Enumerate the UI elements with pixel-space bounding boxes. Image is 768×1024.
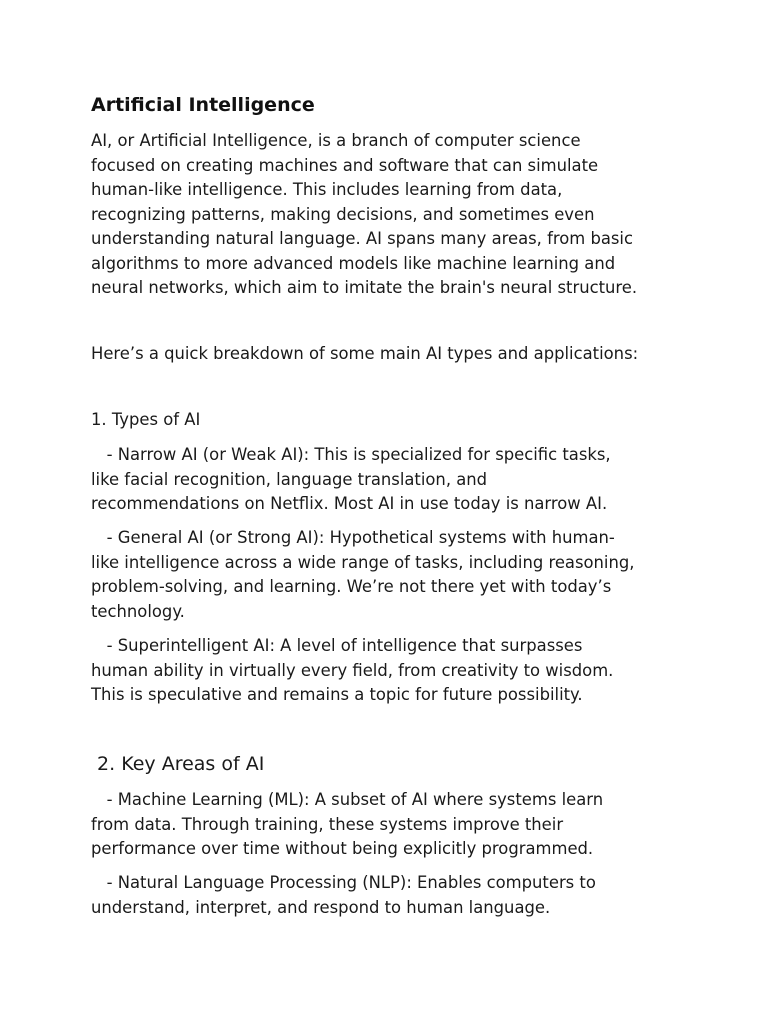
general-ai-line: like intelligence across a wide range of tasks, including reasoning, — [91, 552, 635, 572]
general-ai-paragraph — [91, 526, 691, 624]
general-ai-line: problem-solving, and learning. We’re not there yet with today’s — [91, 577, 612, 596]
breakdown-line: Here’s a quick breakdown of some main AI types and applications: — [91, 344, 639, 363]
nlp-line: understand, interpret, and respond to human language. — [91, 897, 551, 917]
superintelligent-ai-paragraph — [91, 634, 691, 708]
narrow-ai-line: - Narrow AI (or Weak AI): This is specialized for specific tasks, — [91, 445, 611, 464]
intro-line: algorithms to more advanced models like machine learning and — [91, 253, 616, 273]
section1-heading-text: 1. Types of AI — [91, 410, 201, 429]
intro-line: AI, or Artificial Intelligence, is a branch of computer science — [91, 131, 581, 150]
superintelligent-ai-line: This is speculative and remains a topic for future possibility. — [91, 685, 583, 704]
nlp-paragraph — [91, 871, 691, 920]
intro-line: human-like intelligence. This includes learning from data, — [91, 180, 563, 199]
machine-learning-line: - Machine Learning (ML): A subset of AI where systems learn — [91, 790, 604, 809]
machine-learning-line: from data. Through training, these systems improve their — [91, 814, 564, 834]
narrow-ai-paragraph — [91, 443, 691, 517]
intro-paragraph — [91, 129, 691, 301]
intro-line: understanding natural language. AI spans many areas, from basic — [91, 229, 633, 248]
intro-line: neural networks, which aim to imitate the brain's neural structure. — [91, 278, 638, 297]
machine-learning-paragraph — [91, 788, 691, 862]
document-title: Artificial Intelligence — [91, 94, 315, 116]
nlp-line: - Natural Language Processing (NLP): Enables computers to — [91, 873, 596, 892]
superintelligent-ai-line: human ability in virtually every field, from creativity to wisdom. — [91, 660, 614, 680]
breakdown-paragraph — [91, 342, 691, 367]
narrow-ai-line: recommendations on Netflix. Most AI in use today is narrow AI. — [91, 494, 608, 513]
general-ai-line: technology. — [91, 601, 185, 621]
section2-heading: 2. Key Areas of AI — [91, 753, 265, 775]
intro-line: focused on creating machines and software that can simulate — [91, 155, 599, 175]
section1-heading — [91, 408, 691, 433]
narrow-ai-line: like facial recognition, language translation, and — [91, 469, 488, 489]
machine-learning-line: performance over time without being explicitly programmed. — [91, 839, 594, 858]
general-ai-line: - General AI (or Strong AI): Hypothetical systems with human- — [91, 528, 615, 547]
superintelligent-ai-line: - Superintelligent AI: A level of intelligence that surpasses — [91, 636, 583, 655]
intro-line: recognizing patterns, making decisions, and sometimes even — [91, 204, 595, 224]
